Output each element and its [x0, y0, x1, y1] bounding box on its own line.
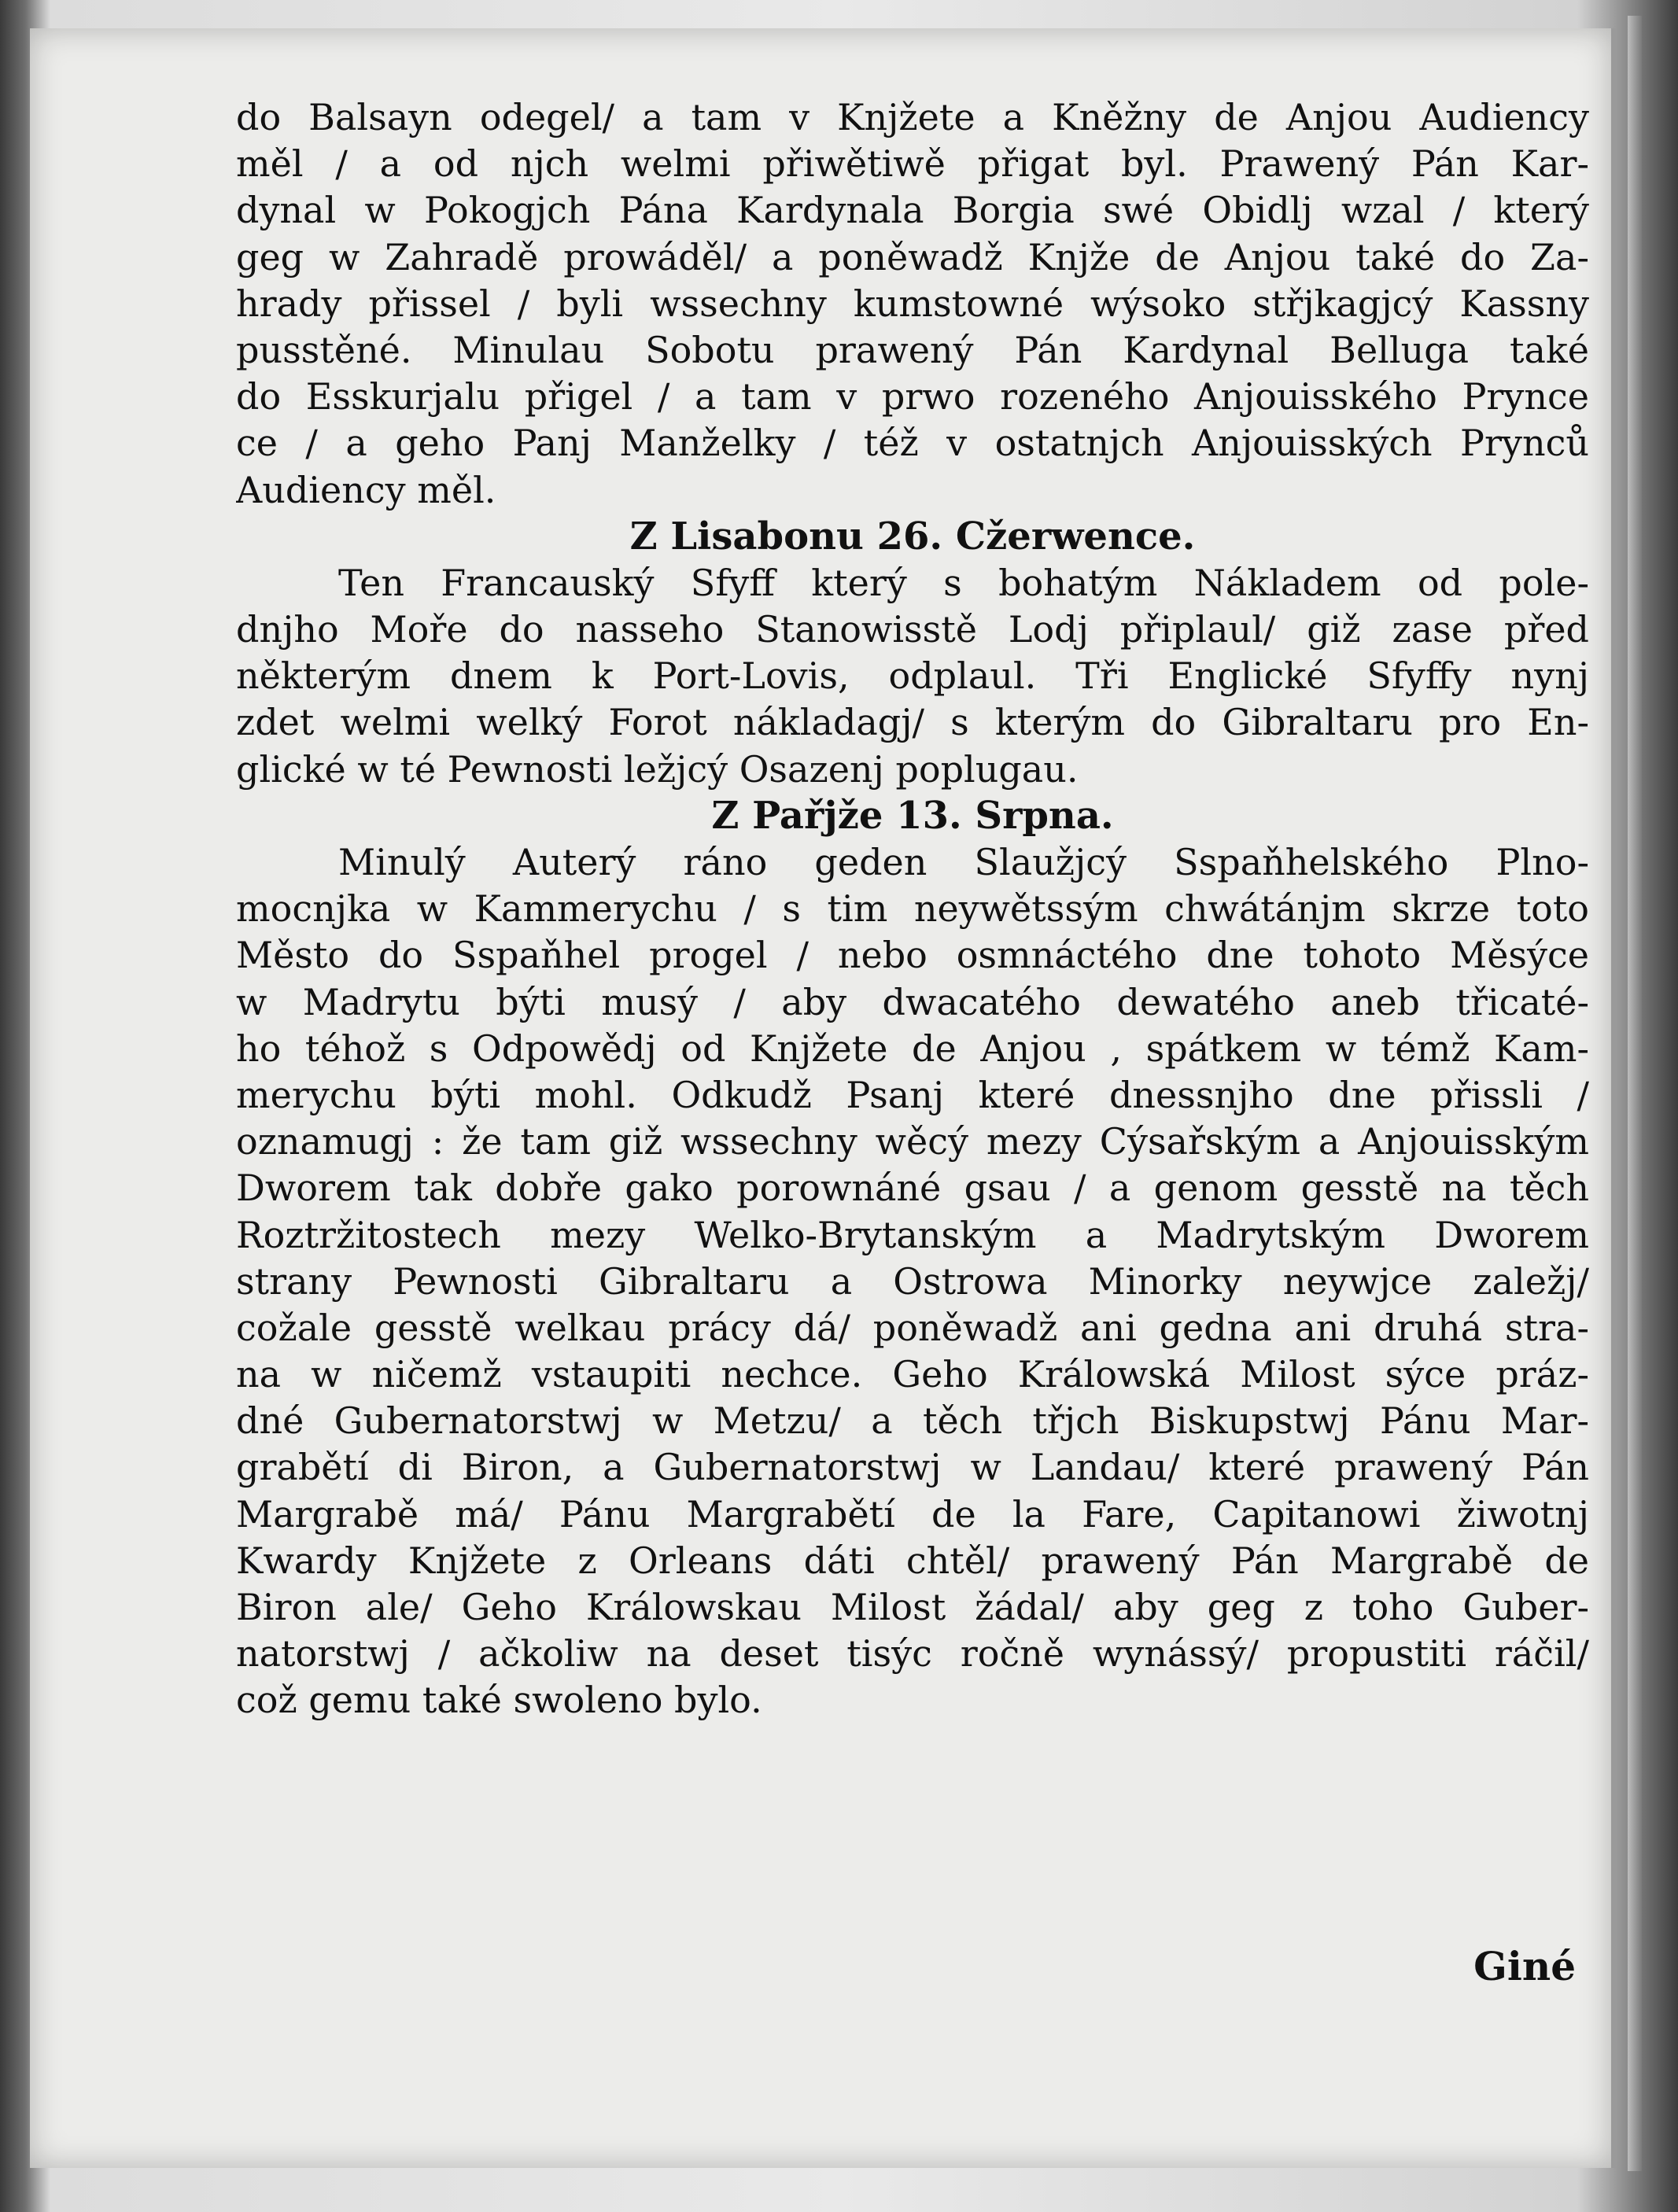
text-line: do Esskurjalu přigel / a tam v prwo rozeného Anjouisského Prynce [236, 375, 1589, 418]
text-line: Ten Francauský Sfyff který s bohatým Nákladem od pole- [338, 561, 1589, 604]
page-edge [1628, 16, 1642, 2171]
text-line: merychu býti mohl. Odkudž Psanj které dnessnjho dne přissli / [236, 1073, 1589, 1116]
text-line: Audiency měl. [236, 468, 496, 511]
text-line: Kwardy Knjžete z Orleans dáti chtěl/ prawený Pán Margrabě de [236, 1539, 1589, 1582]
text-line: mocnjka w Kammerychu / s tim neywětssým chwátánjm skrze toto [236, 887, 1589, 931]
paragraph-audience [236, 94, 1589, 514]
page-text [236, 94, 1589, 1724]
section-heading-lisbon: Z Lisabonu 26. Cžerwence. [629, 514, 1196, 559]
paragraph-paris [236, 839, 1589, 1724]
text-line: měl / a od njch welmi přiwětiwě přigat byl. Prawený Pán Kar- [236, 142, 1589, 186]
text-line: ho téhož s Odpowědj od Knjžete de Anjou , spátkem w témž Kam- [236, 1027, 1589, 1070]
text-line: glické w té Pewnosti ležjcý Osazenj poplugau. [236, 747, 1079, 791]
text-line: dnjho Moře do nasseho Stanowisstě Lodj připlaul/ giž zase před [236, 608, 1589, 651]
text-line: dné Gubernatorstwj w Metzu/ a těch třjch Biskupstwj Pánu Mar- [236, 1399, 1589, 1443]
text-line: což gemu také swoleno bylo. [236, 1679, 762, 1722]
text-line: Roztržitostech mezy Welko-Brytanským a Madrytským Dworem [236, 1213, 1589, 1256]
text-line: grabětí di Biron, a Gubernatorstwj w Landau/ které prawený Pán [236, 1446, 1589, 1489]
section-heading-paris: Z Pařjže 13. Srpna. [711, 793, 1114, 838]
text-line: dynal w Pokogjch Pána Kardynala Borgia swé Obidlj wzal / který [236, 189, 1589, 232]
text-line: zdet welmi welký Forot nákladagj/ s kterým do Gibraltaru pro En- [236, 701, 1589, 744]
text-line: cožale gesstě welkau prácy dá/ poněwadž ani gedna ani druhá stra- [236, 1306, 1589, 1349]
catchword: Giné [1473, 1943, 1576, 1989]
text-line: některým dnem k Port-Lovis, odplaul. Tři Englické Sfyffy nynj [236, 654, 1589, 698]
text-line: Margrabě má/ Pánu Margrabětí de la Fare, Capitanowi žiwotnj [236, 1492, 1589, 1535]
paragraph-lisbon [236, 560, 1589, 793]
text-line: Minulý Auterý ráno geden Slaužjcý Sspaňhelského Plno- [338, 841, 1589, 883]
text-line: Město do Sspaňhel progel / nebo osmnáctého dne tohoto Měsýce [236, 934, 1589, 977]
text-line: strany Pewnosti Gibraltaru a Ostrowa Minorky neywjce zaležj/ [236, 1259, 1589, 1303]
text-line: pusstěné. Minulau Sobotu prawený Pán Kardynal Belluga také [236, 328, 1589, 371]
text-line: Biron ale/ Geho Králowskau Milost žádal/ aby geg z toho Guber- [236, 1586, 1589, 1628]
text-line: natorstwj / ačkoliw na deset tisýc ročně wynássý/ propustiti ráčil/ [236, 1632, 1589, 1676]
text-line: do Balsayn odegel/ a tam v Knjžete a Kněžny de Anjou Audiency [236, 96, 1589, 138]
text-line: na w ničemž vstaupiti nechce. Geho Králowská Milost sýce práz- [236, 1353, 1589, 1396]
text-line: geg w Zahradě prowáděl/ a poněwadž Knjže de Anjou také do Za- [236, 235, 1589, 278]
text-line: hrady přissel / byli wssechny kumstowné wýsoko střjkagjcý Kassny [236, 282, 1589, 325]
text-line: Dworem tak dobře gako porownáné gsau / a genom gesstě na těch [236, 1167, 1589, 1210]
text-line: ce / a geho Panj Manželky / též v ostatnjch Anjouisských Prynců [236, 422, 1589, 465]
text-line: oznamugj : že tam giž wssechny wěcý mezy Cýsařským a Anjouisským [236, 1120, 1589, 1163]
text-line: w Madrytu býti musý / aby dwacatého dewatého aneb třicaté- [236, 980, 1589, 1023]
